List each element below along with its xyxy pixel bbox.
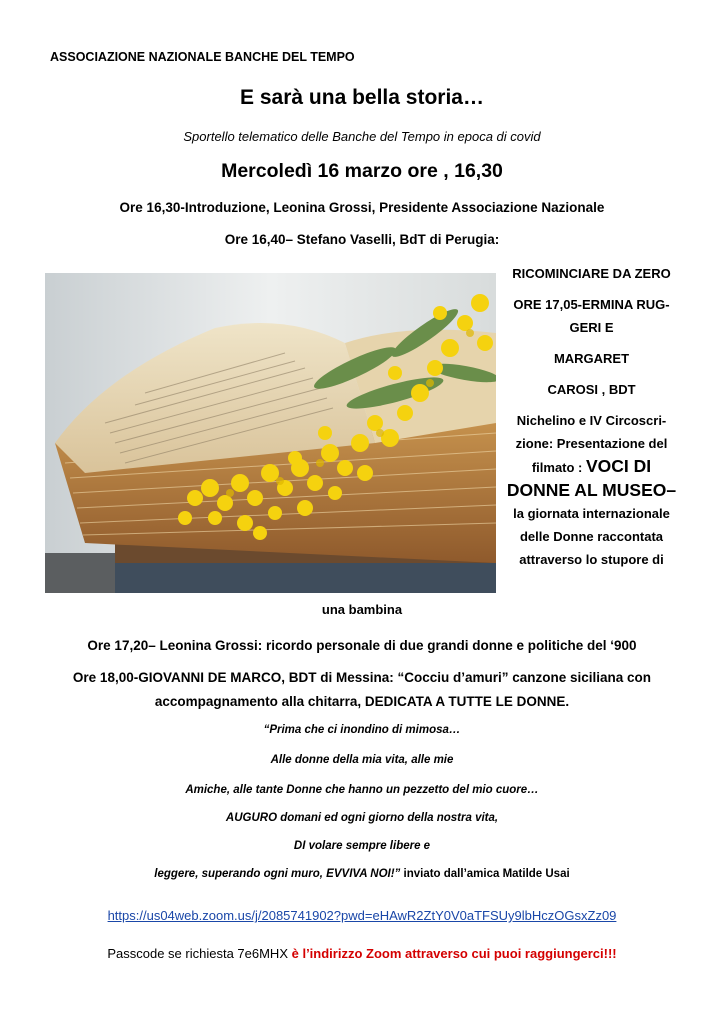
side-line-film: filmato : VOCI DI (531, 456, 652, 476)
film-title-part: VOCI DI (586, 456, 652, 476)
side-line: attraverso lo stupore di (519, 552, 664, 567)
side-line: GERI E (569, 320, 614, 335)
side-line: RICOMINCIARE DA ZERO (512, 266, 671, 281)
side-line: zione: Presentazione del (515, 436, 668, 451)
program-line-grossi: Ore 17,20– Leonina Grossi: ricordo personale di due grandi donne e politiche del ‘900 (87, 638, 637, 653)
side-line: CAROSI , BDT (547, 382, 636, 397)
side-program-column (498, 262, 685, 571)
quote-line: DI volare sempre libere e (293, 840, 431, 852)
program-line-vaselli: Ore 16,40– Stefano Vaselli, BdT di Perugia: (224, 232, 500, 247)
quote-line: “Prima che ci inondino di mimosa… (263, 724, 461, 736)
passcode-label: Passcode se richiesta 7e6MHX (107, 946, 292, 961)
side-line: la giornata internazionale (513, 506, 670, 521)
passcode-line (0, 946, 724, 961)
side-line: MARGARET (553, 351, 630, 366)
film-title-part: DONNE AL MUSEO– (506, 480, 677, 500)
quote-line-signature: leggere, superando ogni muro, EVVIVA NOI!” inviato dall’amica Matilde Usai (154, 868, 570, 880)
side-line: ORE 17,05-ERMINA RUG- (513, 297, 670, 312)
quote-line: Alle donne della mia vita, alle mie (270, 754, 454, 766)
passcode-note: è l’indirizzo Zoom attraverso cui puoi raggiungerci!!! (291, 946, 617, 961)
event-date: Mercoledì 16 marzo ore , 16,30 (221, 160, 503, 182)
zoom-link[interactable]: https://us04web.zoom.us/j/2085741902?pwd=eHAwR2ZtY0V0aTFSUy9lbHczOGsxZz09 (107, 908, 617, 923)
organization-name: ASSOCIAZIONE NAZIONALE BANCHE DEL TEMPO (50, 50, 355, 64)
quote-line: AUGURO domani ed ogni giorno della nostra vita, (225, 812, 499, 824)
subtitle: Sportello telematico delle Banche del Tempo in epoca di covid (183, 129, 541, 144)
program-line-demarco: Ore 18,00-GIOVANNI DE MARCO, BDT di Messina: “Cocciu d’amuri” canzone siciliana con accompagnamento alla chitarra, DEDICATA A TUTTE LE DONNE. (72, 670, 652, 709)
side-line: Nichelino e IV Circoscri- (516, 413, 667, 428)
program-line-intro: Ore 16,30-Introduzione, Leonina Grossi, Presidente Associazione Nazionale (119, 200, 605, 215)
quote-line: Amiche, alle tante Donne che hanno un pezzetto del mio cuore… (185, 784, 539, 796)
book-mimosa-photo (45, 273, 496, 593)
side-line: delle Donne raccontata (519, 529, 664, 544)
page-title: E sarà una bella storia… (240, 86, 484, 109)
program-line-bambina: una bambina (321, 602, 403, 617)
